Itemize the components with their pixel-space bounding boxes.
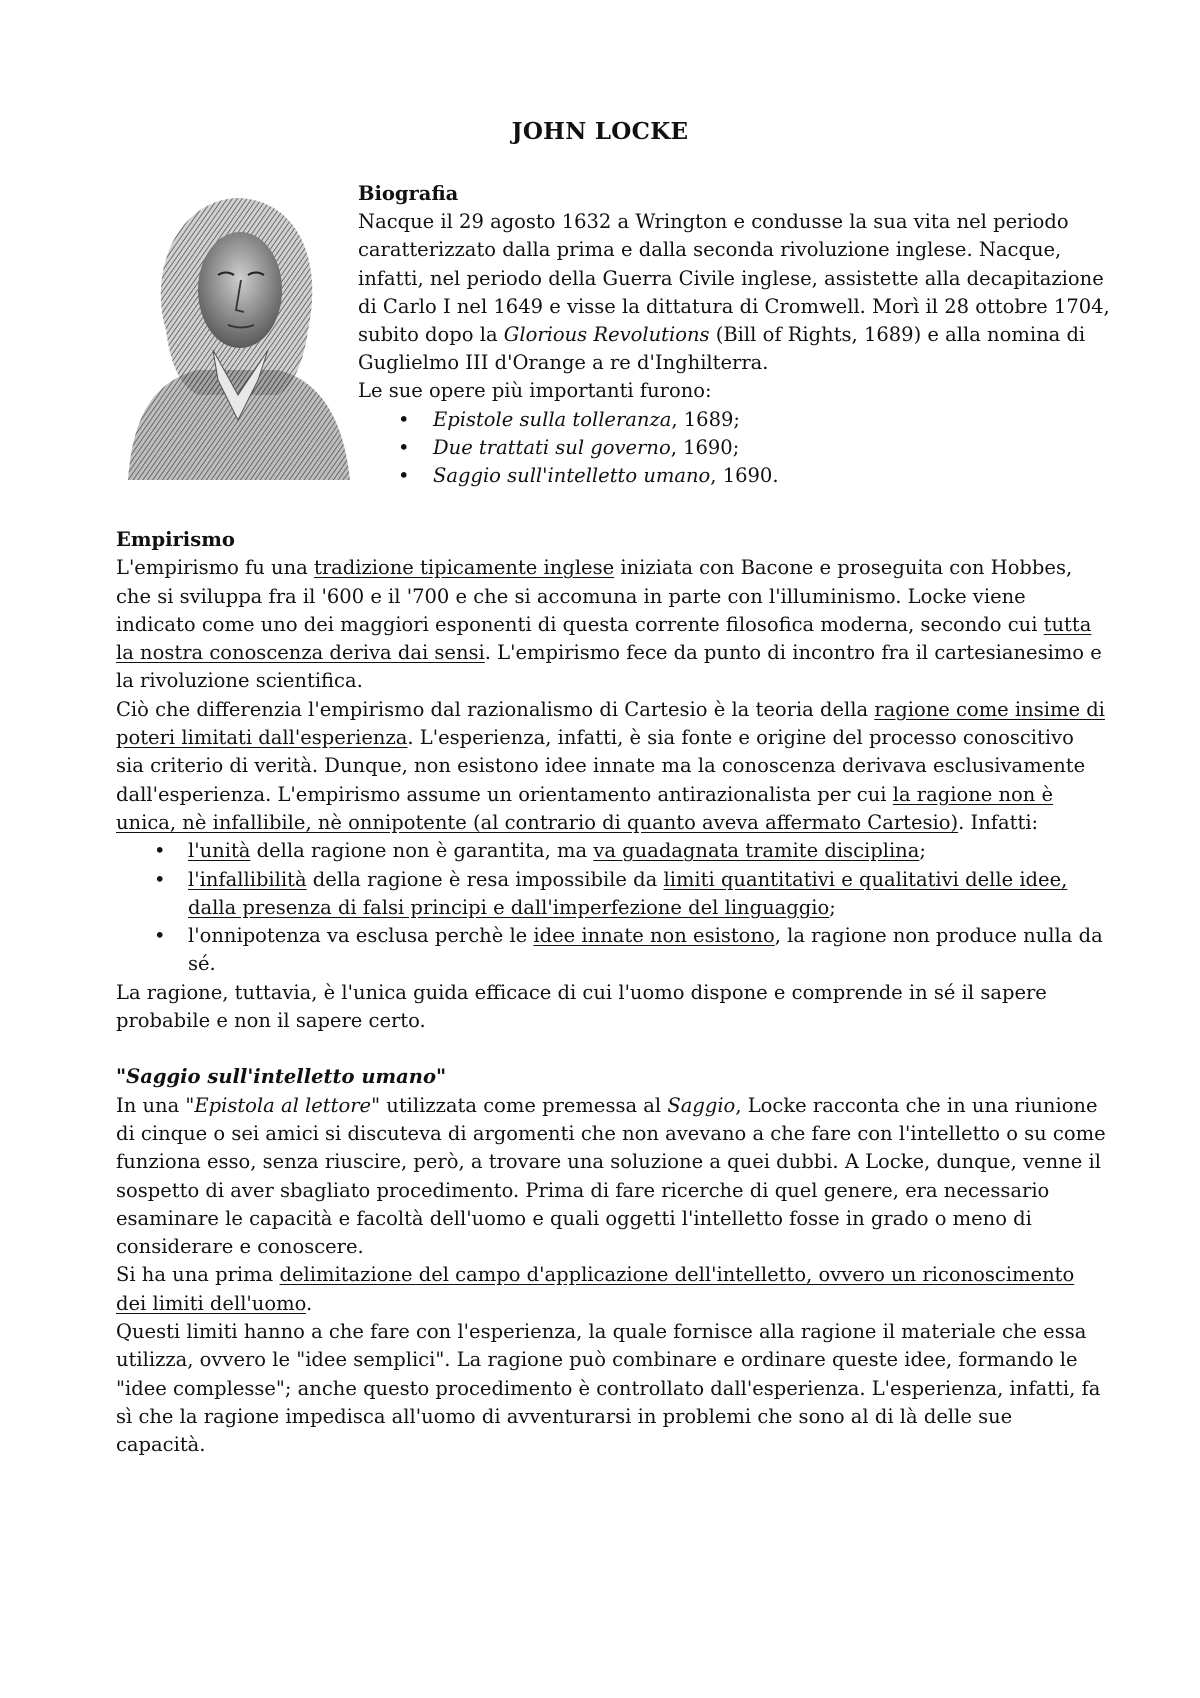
saggio-heading: "Saggio sull'intelletto umano" — [116, 1065, 447, 1089]
biography-section — [358, 180, 1118, 490]
saggio-paragraph-2: Si ha una prima delimitazione del campo d'applicazione dell'intelletto, ovvero un riconoscimento dei limiti dell'uomo. — [116, 1263, 1075, 1315]
main-content — [116, 526, 1106, 1460]
list-item: • Epistole sulla tolleranza, 1689; — [358, 406, 1118, 434]
works-list — [358, 406, 1118, 491]
empirismo-paragraph-1: L'empirismo fu una tradizione tipicamente inglese iniziata con Bacone e proseguita con Hobbes, che si sviluppa fra il '600 e il '700 e che si accomuna in parte con l'illuminismo. Locke viene indicato come uno dei maggiori esponenti di questa corrente filosofica moderna, secondo cui tutta la nostra conoscenza deriva dai sensi. L'empirismo fece da punto di incontro fra il cartesianesimo e la rivoluzione scientifica. — [116, 556, 1102, 693]
empirismo-list — [116, 837, 1106, 978]
saggio-paragraph-1: In una "Epistola al lettore" utilizzata come premessa al Saggio, Locke racconta che in una riunione di cinque o sei amici si discuteva di argomenti che non avevano a che fare con l'intelletto o su come funziona esso, senza riuscire, però, a trovare una soluzione a quei dubbi. A Locke, dunque, venne il sospetto di aver sbagliato procedimento. Prima di fare ricerche di quel genere, era necessario esaminare le capacità e facoltà dell'uomo e quali oggetti l'intelletto fosse in grado o meno di considerare e conoscere. — [116, 1093, 1106, 1259]
empirismo-heading: Empirismo — [116, 528, 235, 551]
biography-text: Nacque il 29 agosto 1632 a Wrington e condusse la sua vita nel periodo caratterizzato dalla prima e dalla seconda rivoluzione inglese. Nacque, infatti, nel periodo della Guerra Civile inglese, assistette alla decapitazione di Carlo I nel 1649 e visse la dittatura di Cromwell. Morì il 28 ottobre 1704, subito dopo la Glorious Revolutions (Bill of Rights, 1689) e alla nomina di Guglielmo III d'Orange a re d'Inghilterra. — [358, 210, 1110, 375]
works-intro: Le sue opere più importanti furono: — [358, 379, 712, 403]
list-item: • Saggio sull'intelletto umano, 1690. — [358, 462, 1118, 490]
empirismo-paragraph-2: Ciò che differenzia l'empirismo dal razionalismo di Cartesio è la teoria della ragione come insime di poteri limitati dall'esperienza. L'esperienza, infatti, è sia fonte e origine del processo conoscitivo sia criterio di verità. Dunque, non esistono idee innate ma la conoscenza derivava esclusivamente dall'esperienza. L'empirismo assume un orientamento antirazionalista per cui la ragione non è unica, nè infallibile, nè onnipotente (al contrario di quanto aveva affermato Cartesio). Infatti: — [116, 697, 1105, 834]
list-item: • l'onnipotenza va esclusa perchè le idee innate non esistono, la ragione non produce nulla da sé. — [116, 922, 1106, 979]
empirismo-paragraph-3: La ragione, tuttavia, è l'unica guida efficace di cui l'uomo dispone e comprende in sé il sapere probabile e non il sapere certo. — [116, 980, 1047, 1033]
saggio-paragraph-3: Questi limiti hanno a che fare con l'esperienza, la quale fornisce alla ragione il materiale che essa utilizza, ovvero le "idee semplici". La ragione può combinare e ordinare queste idee, formando le "idee complesse"; anche questo procedimento è controllato dall'esperienza. L'esperienza, infatti, fa sì che la ragione impedisca all'uomo di avventurarsi in problemi che sono al di là delle sue capacità. — [116, 1320, 1101, 1457]
list-item: • l'unità della ragione non è garantita, ma va guadagnata tramite disciplina; — [116, 837, 1106, 865]
section-spacer — [116, 1035, 1106, 1063]
page-title: JOHN LOCKE — [511, 118, 689, 145]
biography-heading: Biografia — [358, 182, 459, 205]
list-item: • Due trattati sul governo, 1690; — [358, 434, 1118, 462]
portrait-image — [118, 180, 358, 488]
list-item: • l'infallibilità della ragione è resa impossibile da limiti quantitativi e qualitativi delle idee, dalla presenza di falsi principi e dall'imperfezione del linguaggio; — [116, 866, 1106, 923]
